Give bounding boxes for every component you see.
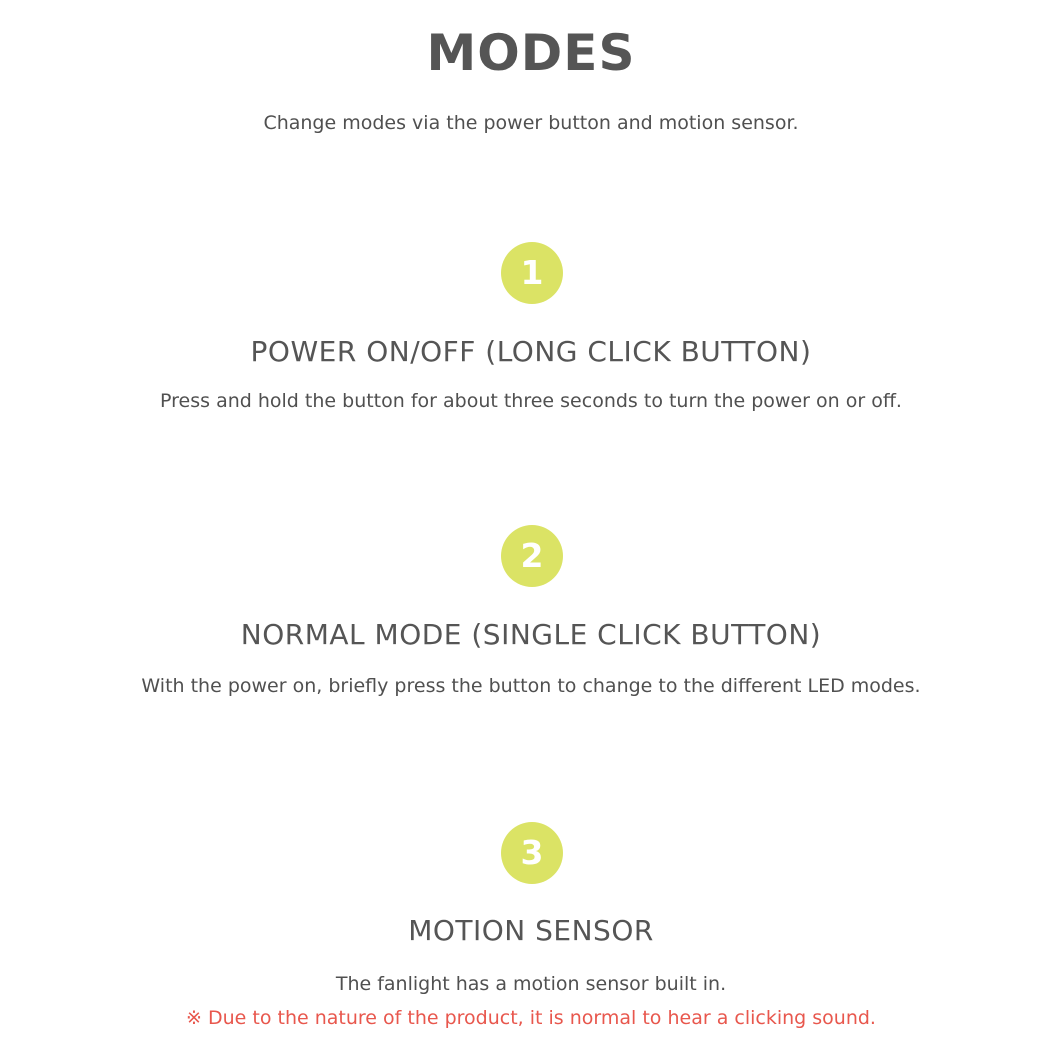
mode-description-normal: With the power on, briefly press the button to change to the different LED modes. xyxy=(141,675,921,697)
mode-note-clicking-sound: ※ Due to the nature of the product, it is normal to hear a clicking sound. xyxy=(186,1007,876,1029)
step-number-badge-2: 2 xyxy=(501,525,563,587)
page-subtitle: Change modes via the power button and motion sensor. xyxy=(263,112,799,134)
mode-description-power: Press and hold the button for about three seconds to turn the power on or off. xyxy=(160,390,902,412)
step-number-badge-3: 3 xyxy=(501,822,563,884)
step-number-badge-1: 1 xyxy=(501,242,563,304)
mode-heading-power: POWER ON/OFF (LONG CLICK BUTTON) xyxy=(250,335,812,368)
mode-description-motion-sensor: The fanlight has a motion sensor built in. xyxy=(335,973,727,995)
mode-heading-normal: NORMAL MODE (SINGLE CLICK BUTTON) xyxy=(240,618,822,651)
page-title: MODES xyxy=(426,24,636,82)
mode-heading-motion-sensor: MOTION SENSOR xyxy=(408,914,654,947)
